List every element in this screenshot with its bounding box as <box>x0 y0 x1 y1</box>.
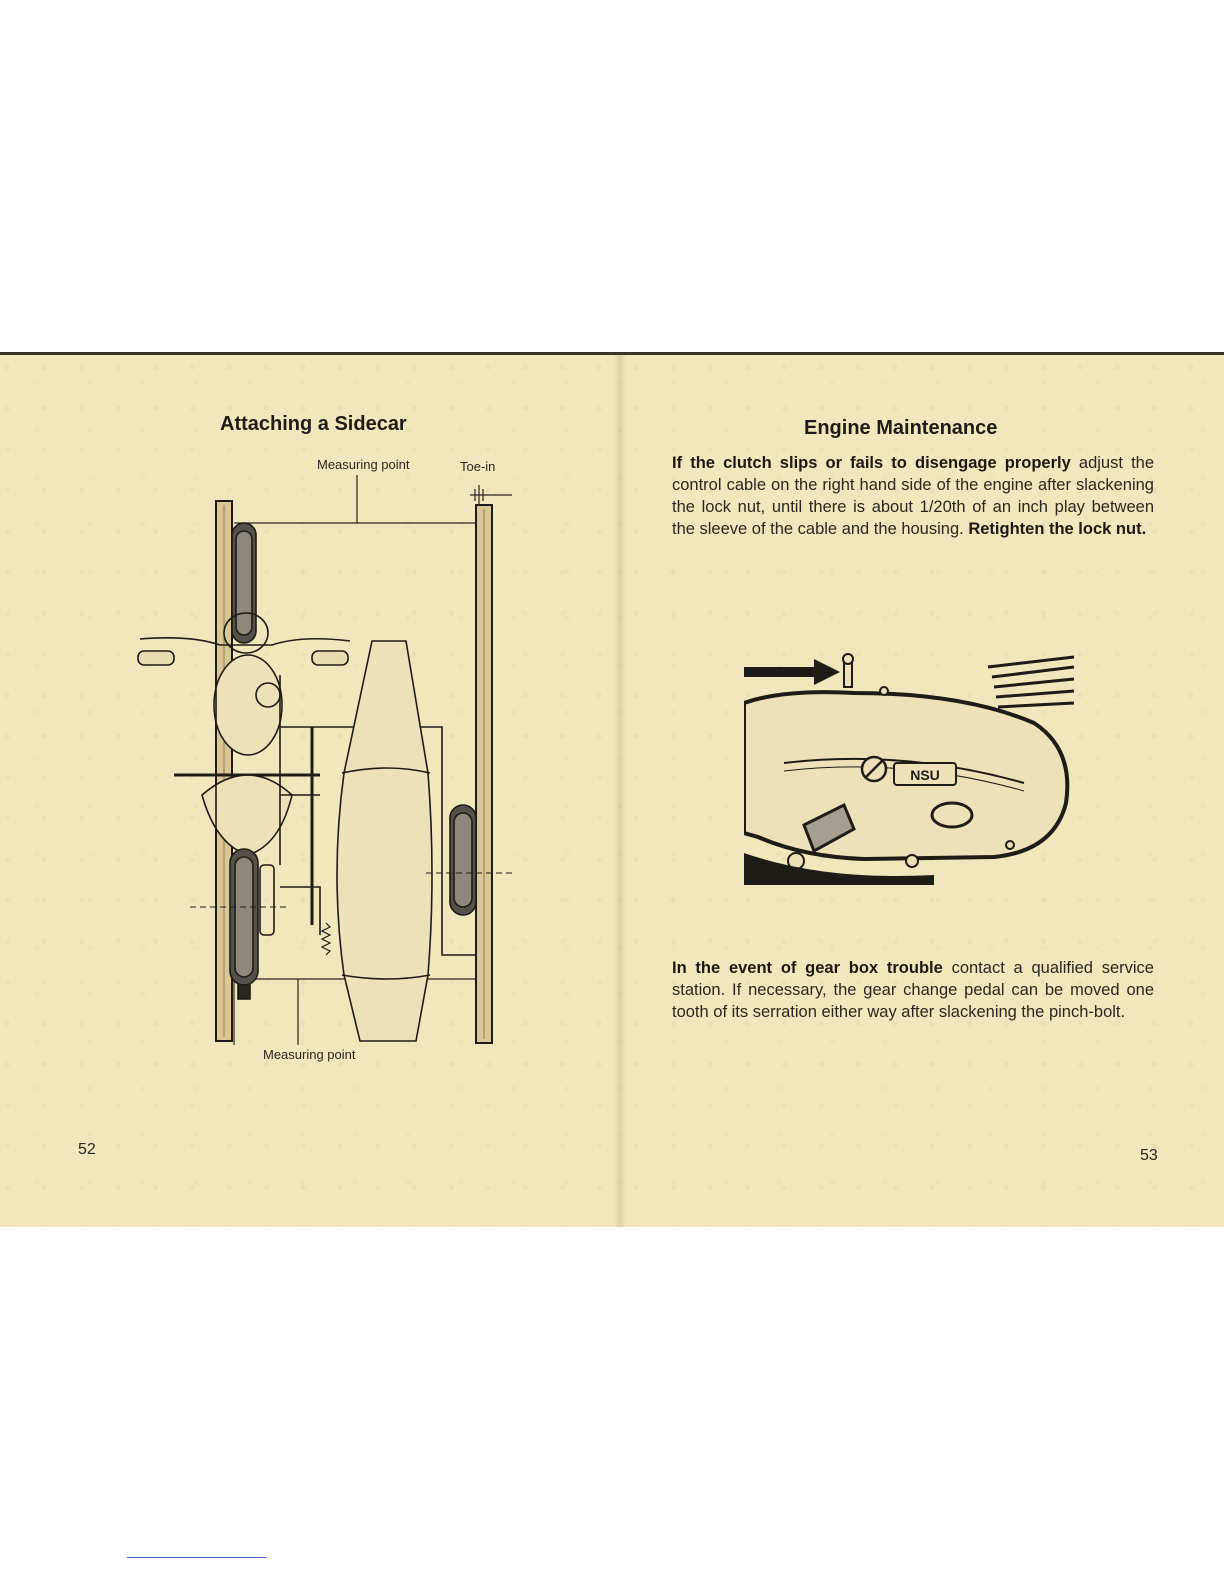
motorcycle-top-view <box>138 523 350 999</box>
scan-artifact-line <box>127 1557 267 1558</box>
clutch-cover-illustration <box>744 653 1080 885</box>
page-right <box>620 355 1224 1227</box>
clutch-body: adjust the control cable on the right hand side of the engine after slackening the lock nut, until there is about 1/20th of an inch play between the sleeve of the cable and the housing. <box>672 454 1155 538</box>
gearbox-paragraph <box>672 957 1154 1023</box>
page-number-left: 52 <box>78 1141 96 1158</box>
clutch-closing: Retighten the lock nut. <box>968 520 1147 538</box>
sidecar-top-view <box>280 641 476 1041</box>
measuring-point-bottom-label: Measuring point <box>263 1047 356 1062</box>
toe-in-label: Toe-in <box>460 459 496 474</box>
page-number-right: 53 <box>1140 1147 1158 1164</box>
clutch-paragraph <box>672 452 1154 540</box>
gearbox-body: contact a qualified service station. If necessary, the gear change pedal can be moved one tooth of its serration either way after slackening the pinch-bolt. <box>672 959 1154 1021</box>
page-left <box>0 355 620 1227</box>
book-spread <box>0 352 1224 1227</box>
gearbox-lead-in: In the event of gear box trouble <box>672 959 943 977</box>
measuring-point-top-label: Measuring point <box>317 457 410 472</box>
nsu-badge <box>894 763 956 785</box>
clutch-lead-in: If the clutch slips or fails to disengage properly <box>672 454 1071 472</box>
right-page-heading: Engine Maintenance <box>804 417 998 439</box>
adjuster-arrow-icon <box>744 659 840 685</box>
svg-text:NSU: NSU <box>910 767 940 783</box>
sidecar-alignment-diagram <box>130 455 530 1075</box>
left-page-heading: Attaching a Sidecar <box>220 413 407 435</box>
cylinder-fins <box>988 657 1074 707</box>
cable-adjuster <box>843 654 853 687</box>
